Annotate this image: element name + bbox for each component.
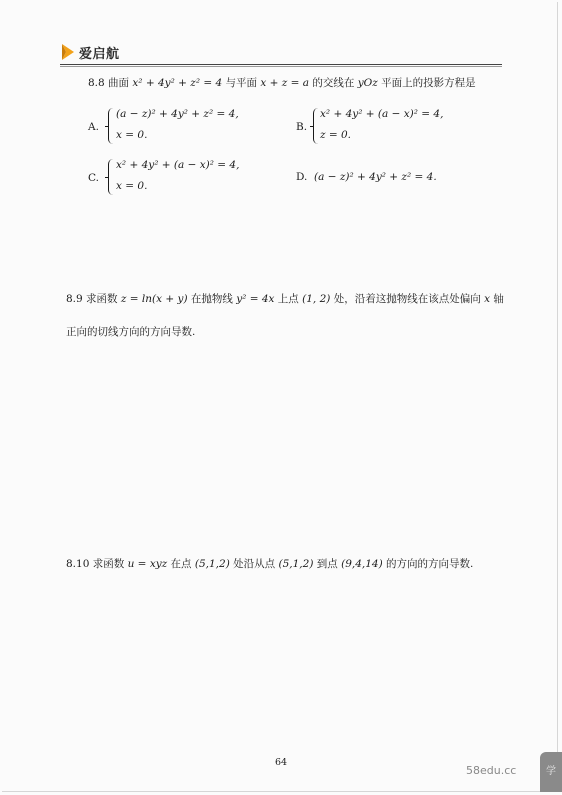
q88-stem <box>88 76 476 90</box>
q810-text-a: 求函数 <box>92 558 125 570</box>
q88-option-b-label: B. <box>296 121 308 133</box>
q89-axis: x <box>484 293 490 305</box>
q88-plane-name: yOz <box>357 77 378 89</box>
q88-option-a-brace <box>108 108 114 144</box>
q88-option-b-line1: x² + 4y² + (a − x)² = 4, <box>320 108 444 120</box>
q88-stem-b: 与平面 <box>225 77 258 89</box>
q810-point-1: (5,1,2) <box>194 558 230 570</box>
q810-function: u = xyz <box>127 558 168 570</box>
header-divider-secondary <box>60 66 502 67</box>
brand-logo-icon <box>60 43 76 61</box>
q810-point-2: (5,1,2) <box>278 558 314 570</box>
q88-option-a-line1: (a − z)² + 4y² + z² = 4, <box>116 108 239 120</box>
q810-number: 8.10 <box>66 558 90 570</box>
q88-option-a-label: A. <box>88 121 99 133</box>
q88-option-a-line2: x = 0. <box>116 129 148 141</box>
q88-option-b-line2: z = 0. <box>320 129 352 141</box>
q88-option-c-label: C. <box>88 172 99 184</box>
q810-text-c: 处沿从点 <box>233 558 276 570</box>
watermark: 58edu.cc <box>466 764 517 777</box>
q89-text-c: 上点 <box>277 293 299 305</box>
q88-option-c-line1: x² + 4y² + (a − x)² = 4, <box>116 159 240 171</box>
q810-point-3: (9,4,14) <box>341 558 383 570</box>
q88-stem-d: 平面上的投影方程是 <box>381 77 476 89</box>
q88-plane-eq: x + z = a <box>260 77 310 89</box>
header-divider <box>60 64 502 65</box>
brand-name: 爱启航 <box>79 46 120 62</box>
q89-curve: y² = 4x <box>236 293 275 305</box>
corner-tab: 学 <box>540 752 562 792</box>
q89-text-b: 在抛物线 <box>190 293 233 305</box>
q89-line1 <box>66 292 504 306</box>
q88-surface-eq: x² + 4y² + z² = 4 <box>132 77 223 89</box>
q89-number: 8.9 <box>66 293 83 305</box>
q810-line1 <box>66 557 473 571</box>
q810-text-e: 的方向的方向导数. <box>386 558 474 570</box>
q88-option-b-brace <box>313 108 319 144</box>
q88-option-d-line1: (a − z)² + 4y² + z² = 4. <box>314 171 437 183</box>
q89-line2: 正向的切线方向的方向导数. <box>66 326 196 338</box>
q810-text-b: 在点 <box>170 558 192 570</box>
page-border <box>2 2 558 792</box>
q88-option-d-label: D. <box>296 171 308 183</box>
q89-text-d: 处，沿着这抛物线在该点处偏向 <box>333 293 481 305</box>
q89-text-e: 轴 <box>493 293 504 305</box>
q88-option-c-line2: x = 0. <box>116 180 148 192</box>
q89-function: z = ln(x + y) <box>120 293 188 305</box>
q89-point: (1, 2) <box>302 293 331 305</box>
q88-number: 8.8 <box>88 77 105 89</box>
q88-option-c-brace <box>108 159 114 195</box>
q810-text-d: 到点 <box>316 558 338 570</box>
q89-text-a: 求函数 <box>86 293 118 305</box>
q88-stem-c: 的交线在 <box>312 77 355 89</box>
page-number: 64 <box>274 757 288 768</box>
q88-stem-a: 曲面 <box>108 77 130 89</box>
brand-logo <box>60 42 120 62</box>
